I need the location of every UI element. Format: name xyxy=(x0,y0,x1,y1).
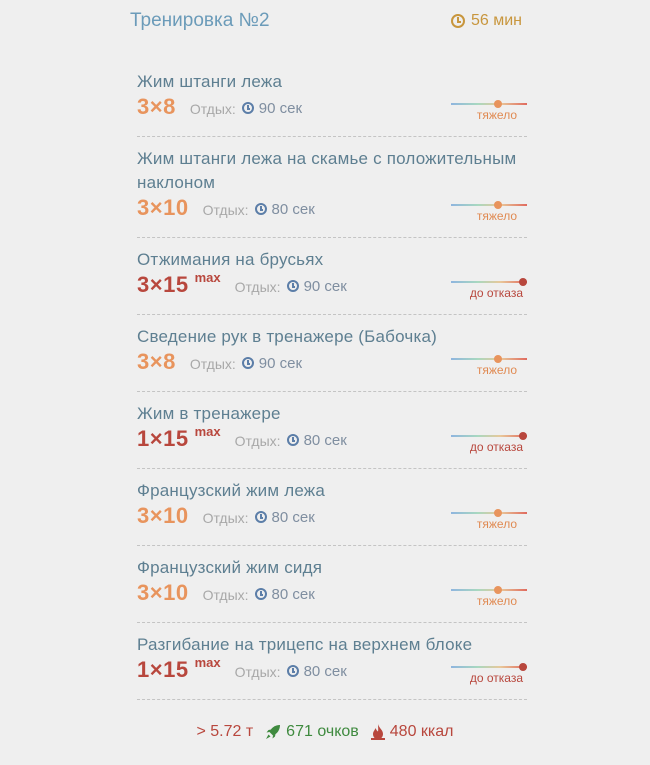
rest-time xyxy=(242,100,302,117)
clock-icon xyxy=(242,102,254,114)
intensity-slider xyxy=(451,505,527,533)
workout-title: Тренировка №2 xyxy=(130,10,270,31)
exercise-name: Французский жим лежа xyxy=(137,481,326,500)
intensity-label: до отказа xyxy=(469,286,523,300)
rest-value: 80 сек xyxy=(271,585,315,603)
rest-value: 90 сек xyxy=(303,277,347,295)
rest-label: Отдых: xyxy=(234,664,281,680)
intensity-label: тяжело xyxy=(476,108,517,122)
sets-reps: 3×8 xyxy=(137,349,176,374)
intensity-label: до отказа xyxy=(469,671,523,685)
exercise-item[interactable] xyxy=(137,315,527,392)
exercise-name: Сведение рук в тренажере (Бабочка) xyxy=(137,327,437,346)
rest-value: 80 сек xyxy=(303,431,347,449)
intensity-track xyxy=(451,204,527,206)
intensity-knob xyxy=(494,586,502,594)
rest-time xyxy=(255,509,315,526)
exercise-item[interactable] xyxy=(137,60,527,137)
intensity-track xyxy=(451,589,527,591)
sets-reps: 1×15 xyxy=(137,426,189,451)
rest-time xyxy=(287,663,347,680)
workout-summary xyxy=(0,723,650,741)
intensity-slider xyxy=(451,582,527,610)
workout-duration xyxy=(451,12,522,30)
exercise-name: Разгибание на трицепс на верхнем блоке xyxy=(137,635,473,654)
rest-time xyxy=(255,201,315,218)
rest-label: Отдых: xyxy=(189,356,236,372)
rest-label: Отдых: xyxy=(202,202,249,218)
exercise-item[interactable] xyxy=(137,137,527,238)
rest-time xyxy=(242,355,302,372)
clock-icon xyxy=(287,280,299,292)
rest-label: Отдых: xyxy=(202,510,249,526)
exercise-name: Жим в тренажере xyxy=(137,404,281,423)
max-badge: max xyxy=(194,655,221,670)
points-value: 671 очков xyxy=(286,723,359,740)
intensity-track xyxy=(451,512,527,514)
rest-label: Отдых: xyxy=(234,279,281,295)
clock-icon xyxy=(242,357,254,369)
points-stat xyxy=(265,723,359,741)
exercise-name: Жим штанги лежа xyxy=(137,72,283,91)
intensity-slider xyxy=(451,274,527,302)
exercise-name: Отжимания на брусьях xyxy=(137,250,324,269)
rest-time xyxy=(287,278,347,295)
max-badge: max xyxy=(194,424,221,439)
workout-header xyxy=(130,10,522,36)
intensity-slider xyxy=(451,428,527,456)
exercise-item[interactable] xyxy=(137,623,527,700)
exercise-item[interactable] xyxy=(137,392,527,469)
intensity-knob xyxy=(519,278,527,286)
clock-icon xyxy=(255,203,267,215)
rest-value: 80 сек xyxy=(271,200,315,218)
intensity-label: тяжело xyxy=(476,209,517,223)
intensity-knob xyxy=(494,100,502,108)
exercise-item[interactable] xyxy=(137,238,527,315)
intensity-knob xyxy=(494,355,502,363)
rocket-icon xyxy=(265,724,281,740)
rest-value: 90 сек xyxy=(258,99,303,117)
sets-reps: 3×10 xyxy=(137,580,189,605)
total-weight: > 5.72 т xyxy=(196,723,254,740)
intensity-label: тяжело xyxy=(476,594,517,608)
rest-label: Отдых: xyxy=(189,101,236,117)
clock-icon xyxy=(255,588,267,600)
clock-icon xyxy=(287,665,299,677)
intensity-knob xyxy=(494,509,502,517)
clock-icon xyxy=(451,14,465,28)
exercise-list xyxy=(137,60,527,700)
sets-reps: 3×15 xyxy=(137,272,189,297)
intensity-track xyxy=(451,435,527,437)
intensity-label: тяжело xyxy=(476,363,517,377)
intensity-label: до отказа xyxy=(469,440,523,454)
intensity-track xyxy=(451,103,527,105)
sets-reps: 3×10 xyxy=(137,503,189,528)
calories-stat xyxy=(371,723,454,741)
clock-icon xyxy=(287,434,299,446)
intensity-knob xyxy=(494,201,502,209)
rest-time xyxy=(287,432,347,449)
max-badge: max xyxy=(194,270,221,285)
intensity-knob xyxy=(519,432,527,440)
exercise-name: Французский жим сидя xyxy=(137,558,323,577)
intensity-knob xyxy=(519,663,527,671)
intensity-slider xyxy=(451,197,527,225)
intensity-track xyxy=(451,358,527,360)
exercise-item[interactable] xyxy=(137,469,527,546)
sets-reps: 1×15 xyxy=(137,657,189,682)
rest-label: Отдых: xyxy=(202,587,249,603)
flame-icon xyxy=(371,724,385,740)
intensity-slider xyxy=(451,659,527,687)
clock-icon xyxy=(255,511,267,523)
intensity-slider xyxy=(451,96,527,124)
rest-value: 90 сек xyxy=(258,354,303,372)
duration-value: 56 мин xyxy=(470,12,522,29)
exercise-name: Жим штанги лежа на скамье с положительным наклоном xyxy=(137,149,517,192)
intensity-track xyxy=(451,281,527,283)
rest-value: 80 сек xyxy=(303,662,347,680)
rest-time xyxy=(255,586,315,603)
sets-reps: 3×10 xyxy=(137,195,189,220)
intensity-slider xyxy=(451,351,527,379)
rest-value: 80 сек xyxy=(271,508,315,526)
sets-reps: 3×8 xyxy=(137,94,176,119)
rest-label: Отдых: xyxy=(234,433,281,449)
intensity-track xyxy=(451,666,527,668)
calories-value: 480 ккал xyxy=(389,723,454,740)
intensity-label: тяжело xyxy=(476,517,517,531)
exercise-item[interactable] xyxy=(137,546,527,623)
